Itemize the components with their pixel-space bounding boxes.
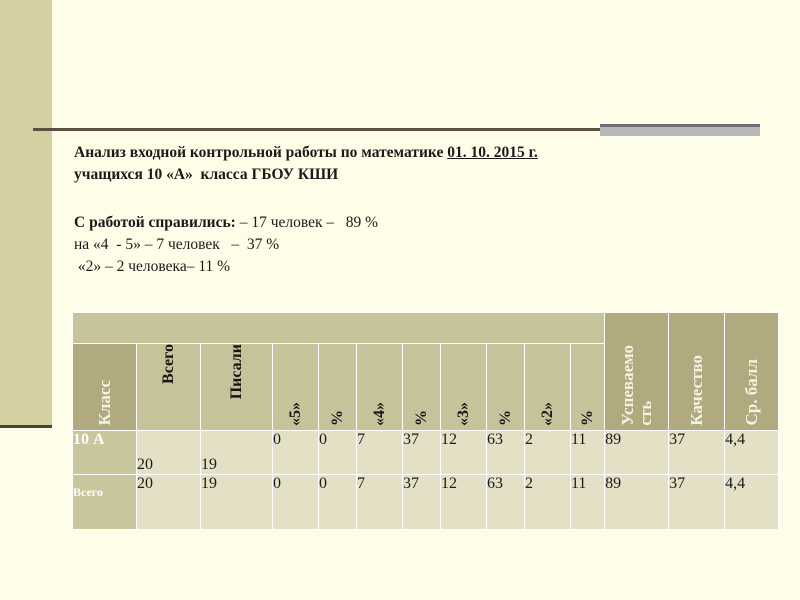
analysis-text xyxy=(74,142,538,278)
cell-class: Всего xyxy=(73,475,137,530)
cell-p2: 11 xyxy=(571,475,605,530)
cell-quality: 37 xyxy=(669,475,725,530)
header-p3: % xyxy=(487,344,525,430)
summary-done: С работой справились: – 17 человек – 89 % xyxy=(74,214,379,231)
cell-total: 20 xyxy=(137,475,201,530)
cell-g2: 2 xyxy=(525,430,571,475)
cell-total: 20 xyxy=(137,430,201,475)
cell-wrote: 19 xyxy=(201,475,273,530)
cell-success: 89 xyxy=(605,475,669,530)
title-date: 01. 10. 2015 г. xyxy=(447,144,538,161)
cell-p5: 0 xyxy=(319,430,357,475)
cell-success: 89 xyxy=(605,430,669,475)
cell-quality: 37 xyxy=(669,430,725,475)
header-class: Класс xyxy=(73,344,137,430)
header-top-bar xyxy=(73,313,605,344)
cell-p2: 11 xyxy=(571,430,605,475)
table-row xyxy=(73,430,779,475)
title-accent-bar xyxy=(600,124,760,136)
cell-g5: 0 xyxy=(273,475,319,530)
header-g2: «2» xyxy=(525,344,571,430)
cell-g4: 7 xyxy=(357,430,403,475)
title-rule xyxy=(33,128,603,131)
header-avg: Ср. балл xyxy=(725,313,779,431)
header-p2: % xyxy=(571,344,605,430)
cell-g4: 7 xyxy=(357,475,403,530)
header-total: Всего xyxy=(137,344,201,430)
cell-p4: 37 xyxy=(403,430,441,475)
cell-g5: 0 xyxy=(273,430,319,475)
cell-p4: 37 xyxy=(403,475,441,530)
title-line-2: учащихся 10 «А» класса ГБОУ КШИ xyxy=(74,166,339,183)
left-decor-band xyxy=(0,0,52,427)
header-wrote: Писали xyxy=(201,344,273,430)
header-p5: % xyxy=(319,344,357,430)
header-success: Успеваемо сть xyxy=(605,313,669,431)
title-line-1: Анализ входной контрольной работы по математике 01. 10. 2015 г. xyxy=(74,144,538,161)
cell-wrote: 19 xyxy=(201,430,273,475)
cell-p3: 63 xyxy=(487,430,525,475)
header-quality: Качество xyxy=(669,313,725,431)
cell-g3: 12 xyxy=(441,430,487,475)
cell-g3: 12 xyxy=(441,475,487,530)
header-g3: «3» xyxy=(441,344,487,430)
cell-p3: 63 xyxy=(487,475,525,530)
summary-grade2: «2» – 2 человека– 11 % xyxy=(74,258,231,275)
header-g5: «5» xyxy=(273,344,319,430)
cell-avg: 4,4 xyxy=(725,430,779,475)
table-row xyxy=(73,475,779,530)
cell-class: 10 А xyxy=(73,430,137,475)
left-decor-line xyxy=(0,425,52,428)
header-p4: % xyxy=(403,344,441,430)
cell-p5: 0 xyxy=(319,475,357,530)
cell-avg: 4,4 xyxy=(725,475,779,530)
results-table xyxy=(72,312,779,530)
cell-g2: 2 xyxy=(525,475,571,530)
header-g4: «4» xyxy=(357,344,403,430)
summary-grade45: на «4 - 5» – 7 человек – 37 % xyxy=(74,236,280,253)
